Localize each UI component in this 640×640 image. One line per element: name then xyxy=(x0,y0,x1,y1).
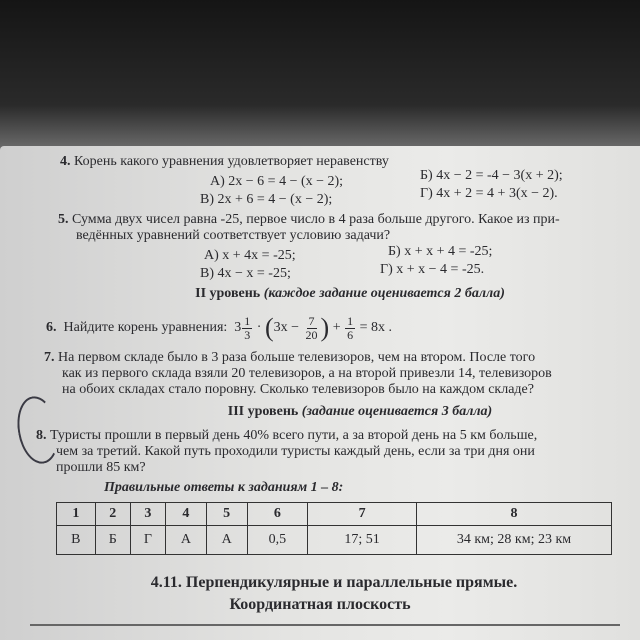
dark-background xyxy=(0,0,640,150)
question-text-line2: чем за третий. Какой путь проходили туристы каждый день, если за три дня они xyxy=(56,444,535,459)
table-cell: А xyxy=(166,526,207,555)
fraction-1: $\frac{1}{3}$ xyxy=(244,313,251,342)
question-7 xyxy=(44,350,535,366)
question-text-line3: на обоих складах стало поровну. Сколько телевизоров было на каждом складе? xyxy=(62,382,534,397)
option-c: В) 4x − x = -25; xyxy=(200,266,291,281)
question-text-line2: как из первого склада взяли 20 телевизоров, а на второй привезли 14, телевизоров xyxy=(62,366,552,381)
question-8 xyxy=(36,428,537,444)
table-header-cell: 4 xyxy=(166,503,207,526)
question-number: 5. xyxy=(58,212,69,227)
table-header-cell: 5 xyxy=(206,503,247,526)
option-a: А) 2x − 6 = 4 − (x − 2); xyxy=(210,174,344,189)
option-c: В) 2x + 6 = 4 − (x − 2); xyxy=(200,192,333,207)
inner-expression: 3x − xyxy=(273,320,300,336)
table-header-cell: 8 xyxy=(417,503,612,526)
multiply-dot: · xyxy=(256,320,262,336)
section-heading-line2: Координатная плоскость xyxy=(229,596,411,613)
question-number: 8. xyxy=(36,428,47,443)
question-6: 6. Найдите корень уравнения: 3 $\frac{1}{3}$ · (3x − $\frac{7}{20}$ ) + $\frac{1}{6}$ = 8x . xyxy=(46,313,393,342)
answers-caption: Правильные ответы к заданиям 1 – 8: xyxy=(104,480,344,495)
option-a: А) x + 4x = -25; xyxy=(204,248,296,263)
question-text-line3: прошли 85 км? xyxy=(56,460,146,475)
table-header-cell: 2 xyxy=(95,503,130,526)
answers-table xyxy=(56,502,612,555)
question-text-line2: ведённых уравнений соответствует условию задачи? xyxy=(76,228,391,243)
fraction-3: $\frac{1}{6}$ xyxy=(347,313,354,342)
question-4 xyxy=(60,154,389,170)
level-title: III уровень xyxy=(227,404,299,419)
divider xyxy=(30,624,620,626)
table-header-cell: 7 xyxy=(308,503,417,526)
level-3-heading xyxy=(40,404,640,420)
table-header-cell: 1 xyxy=(57,503,96,526)
table-header-cell: 6 xyxy=(247,503,308,526)
question-number: 4. xyxy=(60,154,71,169)
question-text: Корень какого уравнения удовлетворяет неравенству xyxy=(74,154,389,169)
question-5 xyxy=(58,212,560,228)
table-cell: 0,5 xyxy=(247,526,308,555)
level-2-heading xyxy=(30,286,640,302)
question-text: Найдите корень уравнения: xyxy=(63,320,228,336)
mixed-number-whole: 3 xyxy=(234,320,242,336)
right-hand-side: = 8x . xyxy=(359,320,393,336)
plus-sign: + xyxy=(332,320,341,336)
question-number: 7. xyxy=(44,350,55,365)
option-b: Б) 4x − 2 = -4 − 3(x + 2); xyxy=(420,168,563,183)
level-title: II уровень xyxy=(195,286,261,301)
table-cell: А xyxy=(206,526,247,555)
table-cell: В xyxy=(57,526,96,555)
option-d: Г) 4x + 2 = 4 + 3(x − 2). xyxy=(420,186,558,201)
table-cell: Г xyxy=(130,526,165,555)
table-cell: Б xyxy=(95,526,130,555)
textbook-page xyxy=(0,146,640,640)
table-cell: 34 км; 28 км; 23 км xyxy=(417,526,612,555)
option-d: Г) x + x − 4 = -25. xyxy=(380,262,485,277)
level-note: (каждое задание оценивается 2 балла) xyxy=(263,286,505,301)
table-cell: 17; 51 xyxy=(308,526,417,555)
option-b: Б) x + x + 4 = -25; xyxy=(388,244,493,259)
table-header-cell: 3 xyxy=(130,503,165,526)
table-row xyxy=(57,526,612,555)
question-text-line1: Сумма двух чисел равна -25, первое число в 4 раза больше другого. Какое из при- xyxy=(72,212,560,227)
question-text-line1: Туристы прошли в первый день 40% всего пути, а за второй день на 5 км больше, xyxy=(50,428,538,443)
question-text-line1: На первом складе было в 3 раза больше телевизоров, чем на втором. После того xyxy=(58,350,536,365)
question-number: 6. xyxy=(46,320,57,336)
fraction-2: $\frac{7}{20}$ xyxy=(305,313,318,342)
level-note: (задание оценивается 3 балла) xyxy=(301,404,493,419)
section-heading-line1: 4.11. Перпендикулярные и параллельные прямые. xyxy=(150,574,518,591)
table-header-row xyxy=(57,503,612,526)
